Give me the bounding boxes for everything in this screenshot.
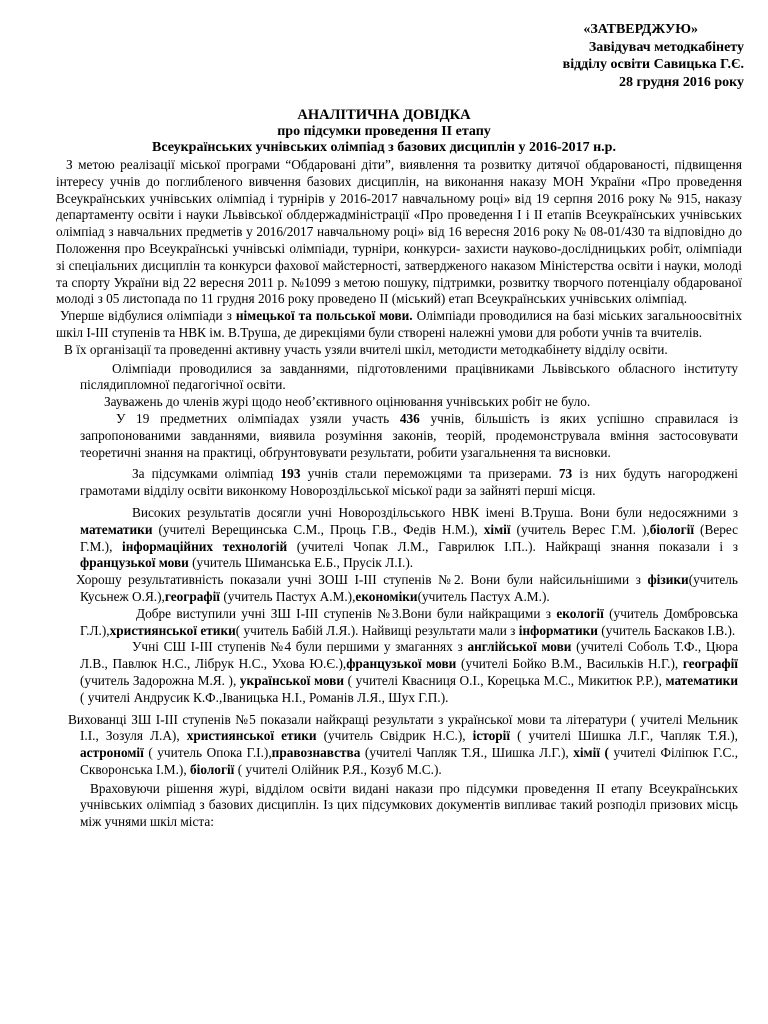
participants-count: 436 bbox=[399, 410, 420, 426]
approval-signatory: відділу освіти Савицька Г.Є. bbox=[562, 57, 744, 72]
paragraph-jury: Зауважень до членів журі щодо необ’єктивного оцінювання учнівських робіт не було. bbox=[104, 394, 591, 410]
paragraph-conclusion: Враховуючи рішення журі, відділом освіти видані накази про підсумки проведення ІІ етапу Всеукраїнських учнівських олімпіад з базових дисциплін. Із цих підсумкових документів випливає такий розподіл призових місць між учнями шкіл міста: bbox=[80, 780, 738, 830]
paragraph-winners: За підсумками олімпіад 193 учнів стали переможцями та призерами. 73 із них будуть нагороджені грамотами відділу освіти виконкому Новороздільської міської ради за зайняті перші місця. bbox=[80, 466, 739, 499]
paragraph-school-5: Вихованці ЗШ І-ІІІ ступенів №5 показали найкращі результати з української мови та літератури ( учителі Мельник І.І., Зозуля Л.А), християнської етики (учитель Свідрик Н.С.), історії ( учителі Шишка Л.Г., Чапляк Т.Я.), астрономії ( учитель Опока Г.І.),правознавства (учителі Чапляк Т.Я., Шишка Л.Г.), хімії ( учителі Філіпюк Г.С., Скворонська І.М.), біології ( учителі Олійник Р.Я., Козуб М.С.). bbox=[68, 711, 739, 777]
paragraph-school-2: Хорошу результативність показали учні ЗОШ І-ІІІ ступенів №2. Вони були найсильнішими з фізики(учитель Кусьнеж О.Я.),географії (учитель Пастух А.М.),економіки(учитель Пастух А.М.). bbox=[76, 572, 738, 604]
paragraph-participants: У 19 предметних олімпіадах узяли участь 436 учнів, більшість із яких успішно справилася із запропонованими завданнями, виявила розуміння законів, теорій, продемонструвала вміння застосовувати теоретичні знання на практиці, обґрунтовувати результати, робити узагальнення та висновки. bbox=[80, 410, 738, 460]
highlight-languages: німецької та польської мови. bbox=[235, 308, 413, 324]
paragraph-new-olympiads: Уперше відбулися олімпіади з німецької та польської мови. Олімпіади проводилися на базі міських загальноосвітніх шкіл І-ІІІ ступенів та НВК ім. В.Труша, де дирекціями були створені належні умови для роботи учнів та вчителів. bbox=[56, 308, 743, 340]
title-subtitle-2: Всеукраїнських учнівських олімпіад з базових дисциплін у 2016-2017 н.р. bbox=[152, 140, 616, 155]
title-subtitle-1: про підсумки проведення ІІ етапу bbox=[277, 123, 491, 139]
document-title bbox=[0, 107, 768, 157]
paragraph-organization: В їх організації та проведенні активну участь узяли вчителі шкіл, методисти методкабінету відділу освіти. bbox=[64, 341, 668, 357]
approval-position: Завідувач методкабінету bbox=[588, 39, 744, 55]
paragraph-intro: З метою реалізації міської програми “Обдаровані діти”, виявлення та розвитку дитячої обдарованості, підвищення інтересу учнів до поглибленого вивчення базових дисциплін, на виконання наказу МОН України «Про проведення Всеукраїнських учнівських олімпіад і турнірів у 2016-2017 навчальному році» від 19 серпня 2016 року № 915, наказу департаменту освіти і науки Львівської облдержадміністрації «Про проведення І і ІІ етапів Всеукраїнських учнівських олімпіад з навчальних предметів у 2016/2017 навчальному році» від 16 вересня 2016 року № 08-01/430 та відповідно до Положення про Всеукраїнські учнівські олімпіади, турніри, конкурси- захисти науково-дослідницьких робіт, олімпіади зі спеціальних дисциплін та конкурси фахової майстерності, затвердженого наказом Міністерства освіти і науки, молоді та спорту України від 22 вересня 2011 р. №1099 з метою пошуку, підтримки, розвитку творчого потенціалу обдарованої молоді з 05 листопада по 11 грудня 2016 року проведено ІІ (міський) етап Всеукраїнських учнівських олімпіад. bbox=[56, 157, 742, 307]
approval-caption: «ЗАТВЕРДЖУЮ» bbox=[583, 22, 698, 37]
title-main: АНАЛІТИЧНА ДОВІДКА bbox=[297, 107, 471, 123]
approval-block bbox=[563, 21, 744, 91]
document-body bbox=[56, 157, 742, 831]
paragraph-school-4: Учні СШ І-ІІІ ступенів №4 були першими у змаганнях з англійської мови (учителі Соболь Т.Ф., Цюра Л.В., Павлюк Н.С., Лібрук Н.С., Ухова Ю.Є.),французької мови (учителі Бойко В.М., Васильків Н.Г.), географії (учитель Задорожна М.Я. ), української мови ( учителі Квасниця О.І., Корецька М.С., Микитюк Р.Р.), математики ( учителі Андрусик К.Ф.,Іваницька Н.І., Романів Л.Я., Шух Г.П.). bbox=[80, 639, 738, 705]
first-places-count: 73 bbox=[558, 466, 573, 482]
approval-date: 28 грудня 2016 року bbox=[619, 74, 744, 90]
paragraph-school-3: Добре виступили учні ЗШ І-ІІІ ступенів №3.Вони були найкращими з екології (учитель Домбровська Г.Л.),християнської етики( учитель Бабій Л.Я.). Найвищі результати мали з інформатики (учитель Баскаков І.В.). bbox=[80, 605, 739, 638]
paragraph-school-nvk: Високих результатів досягли учні Новороздільського НВК імені В.Труша. Вони були недосяжними з математики (учителі Верещинська С.М., Проць Г.В., Федів Н.М.), хімії (учитель Верес Г.М. ),біології (Верес Г.М.), інформаційних технологій (учителі Чопак Л.М., Гаврилюк І.П..). Найкращі знання показали і з французької мови (учитель Шиманська Е.Б., Прусік Л.І.). bbox=[80, 504, 739, 571]
paragraph-tasks: Олімпіади проводилися за завданнями, підготовленими працівниками Львівського обласного інституту післядипломної педагогічної освіти. bbox=[80, 360, 738, 393]
winners-count: 193 bbox=[280, 466, 301, 482]
